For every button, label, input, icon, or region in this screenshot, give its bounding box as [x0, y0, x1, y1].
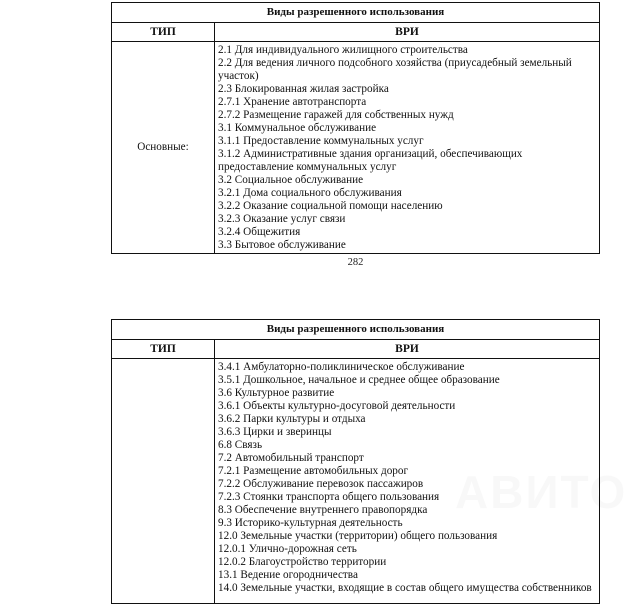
vri-item: 7.2.2 Обслуживание перевозок пассажиров — [218, 478, 424, 490]
permitted-use-table-1 — [111, 2, 600, 254]
vri-item: 6.8 Связь — [218, 439, 263, 451]
vri-item: 12.0.1 Улично-дорожная сеть — [218, 543, 357, 555]
vri-item: 3.1.2 Административные здания организаций, обеспечивающих предоставление коммунальных услуг — [218, 148, 523, 173]
vri-item: 3.2 Социальное обслуживание — [218, 174, 364, 186]
vri-list — [215, 359, 600, 604]
vri-item: 3.6.3 Цирки и зверинцы — [218, 426, 332, 438]
vri-item: 3.6.2 Парки культуры и отдыха — [218, 413, 366, 425]
vri-item: 3.4.1 Амбулаторно-поликлиническое обслуживание — [218, 361, 465, 373]
vri-item: 3.3 Бытовое обслуживание — [218, 239, 346, 251]
column-header-vri: ВРИ — [215, 340, 600, 359]
vri-item: 2.7.2 Размещение гаражей для собственных нужд — [218, 109, 454, 121]
vri-list — [215, 42, 600, 254]
vri-item: 3.2.4 Общежития — [218, 226, 301, 238]
table-title-row — [112, 320, 600, 340]
vri-item: 3.6 Культурное развитие — [218, 387, 335, 399]
table-title-row — [112, 3, 600, 23]
vri-item: 3.1 Коммунальное обслуживание — [218, 122, 377, 134]
vri-item: 2.7.1 Хранение автотранспорта — [218, 96, 367, 108]
column-header-type: ТИП — [112, 340, 215, 359]
table-header-row — [112, 340, 600, 359]
column-header-vri: ВРИ — [215, 23, 600, 42]
table-row — [112, 359, 600, 604]
column-header-type: ТИП — [112, 23, 215, 42]
vri-item: 7.2.1 Размещение автомобильных дорог — [218, 465, 409, 477]
table-title: Виды разрешенного использования — [112, 320, 600, 340]
vri-item: 2.1 Для индивидуального жилищного строительства — [218, 44, 468, 56]
vri-item: 9.3 Историко-культурная деятельность — [218, 517, 403, 529]
vri-item: 3.2.3 Оказание услуг связи — [218, 213, 346, 225]
vri-item: 2.2 Для ведения личного подсобного хозяйства (приусадебный земельный участок) — [218, 57, 572, 82]
vri-item: 3.5.1 Дошкольное, начальное и среднее общее образование — [218, 374, 500, 386]
table-title: Виды разрешенного использования — [112, 3, 600, 23]
vri-item: 7.2 Автомобильный транспорт — [218, 452, 364, 464]
permitted-use-table-2 — [111, 319, 600, 604]
vri-item: 14.0 Земельные участки, входящие в состав общего имущества собственников — [218, 582, 592, 594]
vri-item: 3.1.1 Предоставление коммунальных услуг — [218, 135, 424, 147]
vri-item: 3.2.2 Оказание социальной помощи населению — [218, 200, 443, 212]
page-number: 282 — [347, 257, 364, 268]
vri-item: 12.0.2 Благоустройство территории — [218, 556, 387, 568]
vri-item: 7.2.3 Стоянки транспорта общего пользования — [218, 491, 440, 503]
vri-item: 3.2.1 Дома социального обслуживания — [218, 187, 402, 199]
table-row — [112, 42, 600, 254]
type-label: Основные: — [112, 42, 215, 254]
vri-item: 3.6.1 Объекты культурно-досуговой деятельности — [218, 400, 456, 412]
vri-item: 12.0 Земельные участки (территории) общего пользования — [218, 530, 498, 542]
vri-item: 2.3 Блокированная жилая застройка — [218, 83, 389, 95]
type-label — [112, 359, 215, 604]
vri-item: 13.1 Ведение огородничества — [218, 569, 358, 581]
table-header-row — [112, 23, 600, 42]
vri-item: 8.3 Обеспечение внутреннего правопорядка — [218, 504, 428, 516]
